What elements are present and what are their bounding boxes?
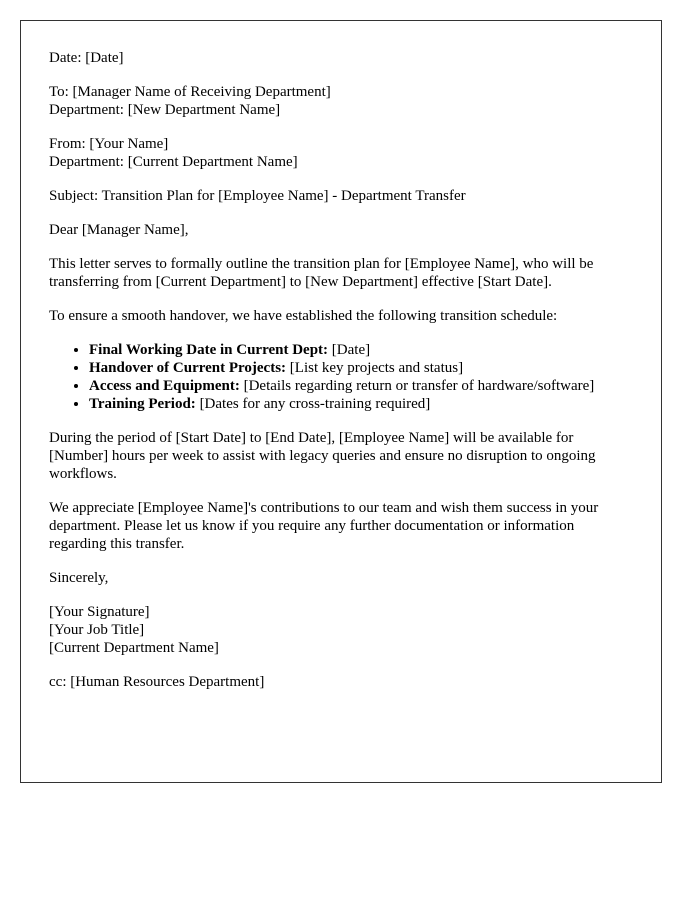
salutation: Dear [Manager Name], [49, 222, 189, 238]
recipient-block [49, 83, 633, 119]
date-line: Date: [Date] [49, 50, 124, 66]
from-department: Department: [Current Department Name] [49, 154, 298, 170]
to-department: Department: [New Department Name] [49, 102, 281, 118]
sender-block [49, 135, 633, 171]
list-item [89, 341, 633, 359]
body-paragraph-4: We appreciate [Employee Name]'s contributions to our team and wish them success in your department. Please let us know if you require any further documentation or information regarding this transfer. [49, 500, 599, 552]
list-item [89, 377, 633, 395]
signature: [Your Signature] [49, 604, 150, 620]
body-paragraph-3: During the period of [Start Date] to [End Date], [Employee Name] will be available for [Number] hours per week to assist with legacy queries and ensure no disruption to ongoing workflows. [49, 430, 596, 482]
item-value: [Details regarding return or transfer of hardware/software] [239, 378, 595, 394]
cc-line: cc: [Human Resources Department] [49, 674, 265, 690]
item-value: [Date] [328, 342, 371, 358]
subject-line: Subject: Transition Plan for [Employee Name] - Department Transfer [49, 188, 466, 204]
item-value: [List key projects and status] [286, 360, 464, 376]
transition-schedule-list [49, 341, 633, 413]
body-paragraph-1: This letter serves to formally outline the transition plan for [Employee Name], who will be transferring from [Current Department] to [New Department] effective [Start Date]. [49, 256, 594, 290]
letter [20, 20, 662, 783]
list-item [89, 359, 633, 377]
item-label: Training Period: [89, 396, 196, 412]
from-line: From: [Your Name] [49, 136, 169, 152]
job-title: [Your Job Title] [49, 622, 145, 638]
body-paragraph-2: To ensure a smooth handover, we have established the following transition schedule: [49, 308, 558, 324]
closing: Sincerely, [49, 570, 109, 586]
item-label: Handover of Current Projects: [89, 360, 287, 376]
item-label: Access and Equipment: [89, 378, 240, 394]
item-label: Final Working Date in Current Dept: [89, 342, 329, 358]
to-line: To: [Manager Name of Receiving Department] [49, 84, 331, 100]
signature-block [49, 603, 633, 657]
item-value: [Dates for any cross-training required] [195, 396, 431, 412]
list-item [89, 395, 633, 413]
department-name: [Current Department Name] [49, 640, 219, 656]
